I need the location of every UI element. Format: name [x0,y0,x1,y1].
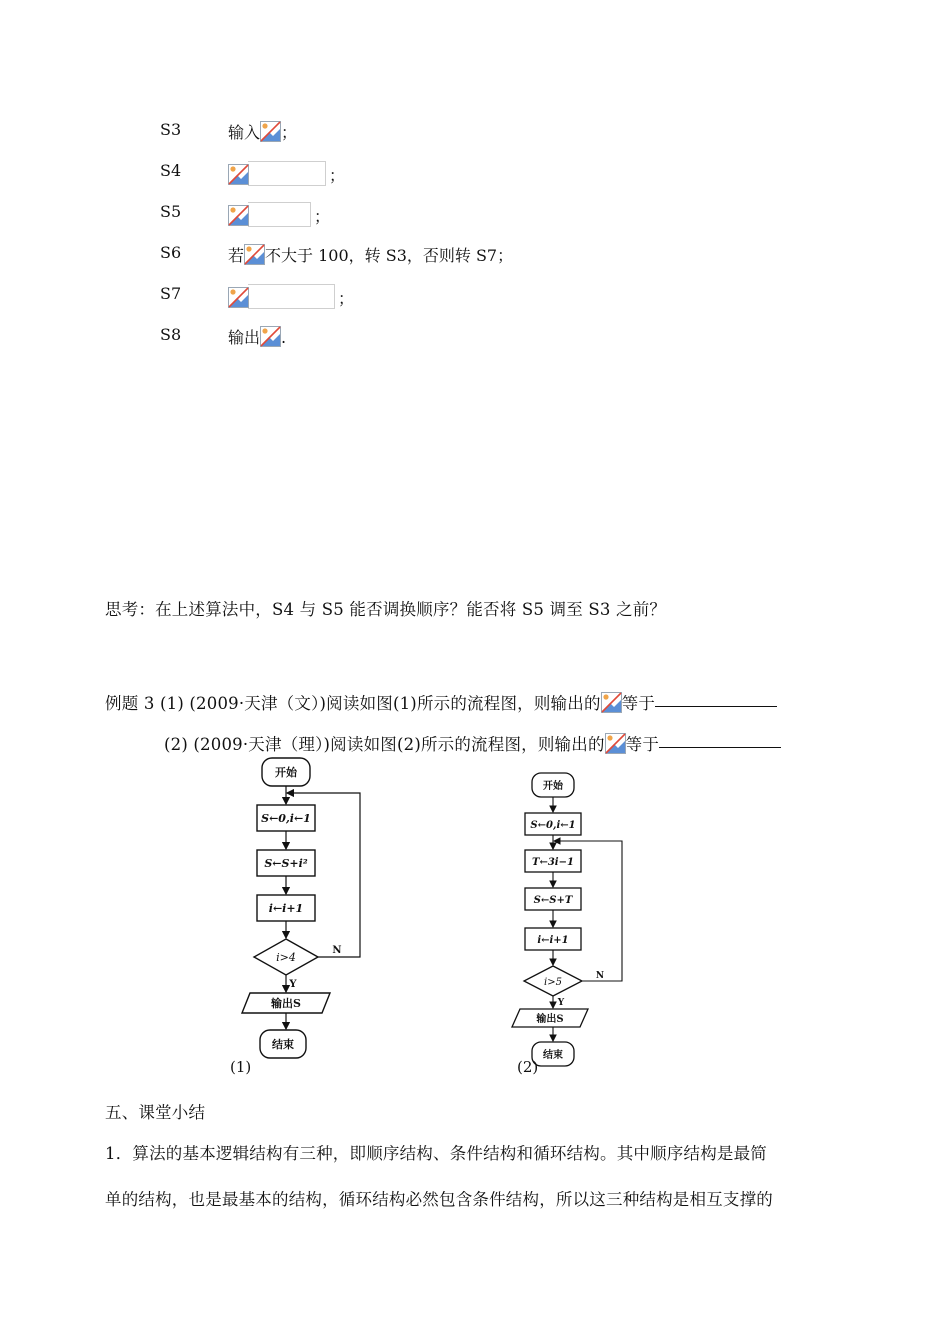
flow-text: 开始 [543,781,563,792]
step-text: 若 [228,246,245,265]
step-s7 [228,284,354,309]
broken-image-icon [244,244,265,265]
example-line-2 [164,731,781,755]
flow-text: S←0,i←1 [261,812,311,825]
broken-image-icon [601,692,622,713]
step-label-s8: S8 [160,325,182,344]
summary-line-1: 1．算法的基本逻辑结构有三种，即顺序结构、条件结构和循环结构。其中顺序结构是最简 [105,1144,767,1163]
step-text: ； [329,166,346,185]
broken-image-icon [228,287,249,308]
flow-text: i>4 [276,951,296,964]
step-label-s5: S5 [160,202,182,221]
step-label-s7: S7 [160,284,182,303]
summary-line-2: 单的结构，也是最基本的结构，循环结构必然包含条件结构，所以这三种结构是相互支撑的 [105,1190,773,1209]
example-line-1 [105,690,777,714]
caption-2: (2) [517,1058,539,1076]
flow-text: S←S+T [533,895,573,906]
answer-blank [659,747,781,748]
flow-text: 结束 [272,1038,294,1051]
flow-text: 输出S [271,997,301,1010]
step-s4 [228,161,345,186]
step-text: 输出 [228,328,261,347]
step-s3 [228,120,297,143]
flow-text: i←i+1 [268,902,304,915]
step-text: 不大于 100，转 S3，否则转 S7； [265,246,514,265]
flow-text: T←3i−1 [532,857,574,868]
broken-image-icon [228,205,249,226]
flow-text: Y [289,979,297,990]
formula-field [248,284,335,309]
step-text: . [281,328,287,347]
broken-image-icon [605,733,626,754]
flow-text: N [332,945,342,956]
step-label-s6: S6 [160,243,182,262]
example-text: 等于 [621,694,656,713]
flow-text: 开始 [275,766,297,779]
step-s5 [228,202,330,227]
caption-1: (1) [230,1058,252,1076]
flow-text: i←i+1 [537,935,569,946]
flow-text: i>5 [544,977,562,988]
step-text: ； [314,207,331,226]
flowchart-1 [240,755,380,1085]
step-text: 输入 [228,123,261,142]
step-label-s4: S4 [160,161,182,180]
flow-text: S←0,i←1 [530,820,576,831]
flow-text: 输出S [536,1014,564,1025]
flow-text: Y [557,998,565,1008]
example-text: (2) (2009·天津（理）)阅读如图(2)所示的流程图，则输出的 [164,735,605,754]
thinking-question: 思考：在上述算法中，S4 与 S5 能否调换顺序？能否将 S5 调至 S3 之前？ [105,600,667,619]
flow-text: 结束 [543,1050,563,1061]
flow-text: N [595,971,605,981]
formula-field [248,202,311,227]
step-s6 [228,243,513,266]
broken-image-icon [260,121,281,142]
step-text: ； [281,123,298,142]
step-label-s3: S3 [160,120,182,139]
example-text: 例题 3 (1) (2009·天津（文）)阅读如图(1)所示的流程图，则输出的 [105,694,601,713]
flowchart-2 [510,770,650,1070]
step-text: ； [338,289,355,308]
broken-image-icon [260,326,281,347]
step-s8 [228,325,286,348]
answer-blank [655,706,777,707]
flow-text: S←S+i² [264,857,308,870]
formula-field [248,161,326,186]
broken-image-icon [228,164,249,185]
summary-heading: 五、课堂小结 [105,1103,206,1122]
example-text: 等于 [625,735,660,754]
